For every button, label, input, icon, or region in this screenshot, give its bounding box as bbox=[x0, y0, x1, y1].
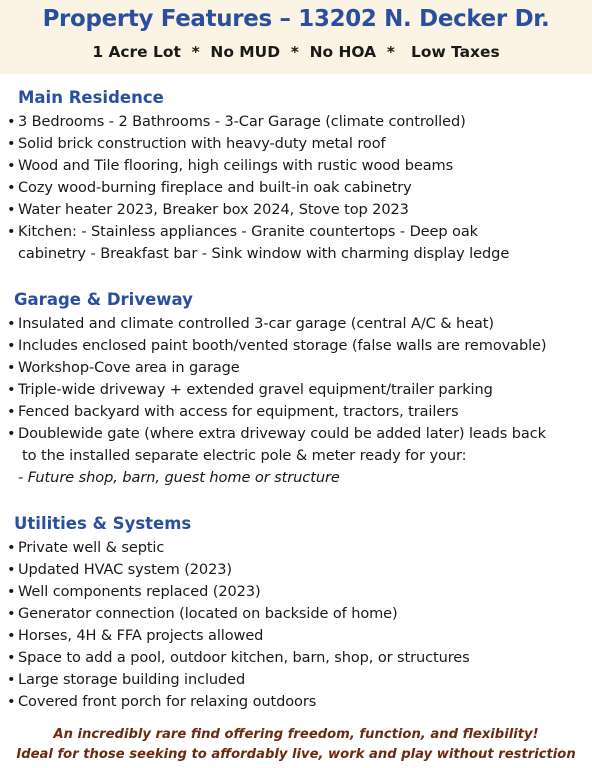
list-item: • Private well & septic bbox=[6, 537, 592, 559]
list-item: • Triple-wide driveway + extended gravel equipment/trailer parking bbox=[6, 379, 592, 401]
list-item: • Doublewide gate (where extra driveway could be added later) leads back bbox=[6, 423, 592, 445]
list-item: • Wood and Tile flooring, high ceilings with rustic wood beams bbox=[6, 155, 592, 177]
list-item: • Covered front porch for relaxing outdoors bbox=[6, 691, 592, 713]
future-uses-note: - Future shop, barn, guest home or structure bbox=[18, 469, 340, 486]
section-heading-main-residence: Main Residence bbox=[18, 88, 164, 107]
list-item: • Space to add a pool, outdoor kitchen, barn, shop, or structures bbox=[6, 647, 592, 669]
list-item: • 3 Bedrooms - 2 Bathrooms - 3-Car Garage (climate controlled) bbox=[6, 111, 592, 133]
list-item: • Solid brick construction with heavy-duty metal roof bbox=[6, 133, 592, 155]
list-item: • Fenced backyard with access for equipment, tractors, trailers bbox=[6, 401, 592, 423]
list-item: • Kitchen: - Stainless appliances - Granite countertops - Deep oak bbox=[6, 221, 592, 243]
list-item: • Horses, 4H & FFA projects allowed bbox=[6, 625, 592, 647]
footer-tagline-1: An incredibly rare find offering freedom, function, and flexibility! bbox=[53, 727, 539, 742]
list-item: • Workshop-Cove area in garage bbox=[6, 357, 592, 379]
list-item: • Insulated and climate controlled 3-car garage (central A/C & heat) bbox=[6, 313, 592, 335]
list-item: • Well components replaced (2023) bbox=[6, 581, 592, 603]
list-item: • Cozy wood-burning fireplace and built-in oak cabinetry bbox=[6, 177, 592, 199]
list-item: • Large storage building included bbox=[6, 669, 592, 691]
list-item: • Updated HVAC system (2023) bbox=[6, 559, 592, 581]
header-banner bbox=[0, 0, 592, 74]
page-title: Property Features – 13202 N. Decker Dr. bbox=[42, 6, 550, 32]
list-item-continuation: cabinetry - Breakfast bar - Sink window with charming display ledge bbox=[18, 245, 510, 262]
page-subtitle: 1 Acre Lot * No MUD * No HOA * Low Taxes bbox=[92, 43, 500, 61]
footer-tagline-2: Ideal for those seeking to affordably live, work and play without restriction bbox=[16, 747, 576, 762]
list-item: • Generator connection (located on backside of home) bbox=[6, 603, 592, 625]
list-item: • Water heater 2023, Breaker box 2024, Stove top 2023 bbox=[6, 199, 592, 221]
list-item: • Includes enclosed paint booth/vented storage (false walls are removable) bbox=[6, 335, 592, 357]
garage-driveway-list bbox=[6, 313, 592, 445]
section-heading-utilities-systems: Utilities & Systems bbox=[14, 514, 192, 533]
section-heading-garage-driveway: Garage & Driveway bbox=[14, 290, 193, 309]
list-item-continuation: to the installed separate electric pole & meter ready for your: bbox=[22, 447, 467, 464]
main-residence-list bbox=[6, 111, 592, 243]
utilities-systems-list bbox=[6, 537, 592, 713]
